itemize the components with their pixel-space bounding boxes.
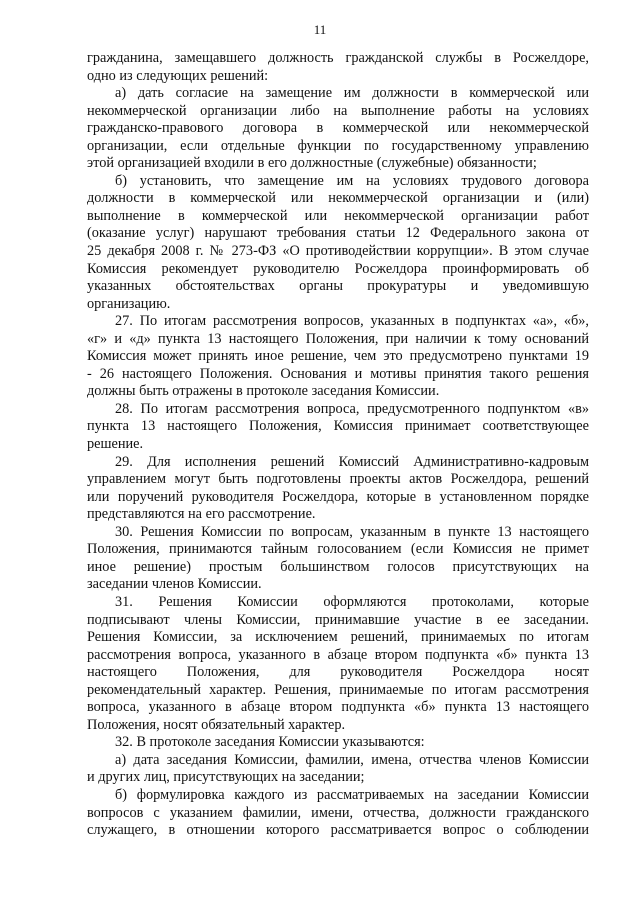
text-line: «г» и «д» пункта 13 настоящего Положения, при наличии к тому оснований [87,330,589,347]
text-line: одно из следующих решений: [87,67,269,84]
text-line: должны быть отражены в протоколе заседания Комиссии. [87,383,440,400]
text-line: Положения, принимаются тайным голосованием (если Комиссия не примет [87,541,589,558]
text-line: 27. По итогам рассмотрения вопросов, указанных в подпунктах «а», «б», [115,313,589,330]
text-line: 30. Решения Комиссии по вопросам, указанным в пункте 13 настоящего [115,523,589,540]
body-text [87,50,589,840]
text-line: некоммерческой организации либо на выполнение работы на условиях [87,102,589,119]
text-line: должности в коммерческой или некоммерческой организации и (или) [87,190,589,207]
text-line: вопроса, указанного в абзаце втором подпункта «б» пункта 13 настоящего [87,699,589,716]
text-line: гражданско-правового договора в коммерческой или некоммерческой [87,120,589,137]
text-line: Комиссия рекомендует руководителю Росжелдора проинформировать об [87,260,589,277]
text-line: 31. Решения Комиссии оформляются протоколами, которые [115,593,589,610]
text-line: служащего, в отношении которого рассматривается вопрос о соблюдении [87,822,589,839]
text-line: указанных обстоятельствах органы прокуратуры и уведомившую [87,278,589,295]
text-line: и других лиц, присутствующих на заседании; [87,769,365,786]
text-line: вопросов с указанием фамилии, имени, отчества, должности гражданского [87,804,589,821]
text-line: гражданина, замещавшего должность гражданской службы в Росжелдоре, [87,50,589,66]
text-line: 28. По итогам рассмотрения вопроса, предусмотренного подпунктом «в» [115,400,589,417]
page-number: 11 [313,22,327,37]
text-line: - 26 настоящего Положения. Основания и мотивы принятия такого решения [87,365,589,382]
text-line: представляются на его рассмотрение. [87,506,316,523]
text-line: организации, если отдельные функции по государственному управлению [87,137,589,154]
text-line: подписывают члены Комиссии, принимавшие участие в ее заседании. [87,611,589,628]
text-line: Положения, носят обязательный характер. [87,716,346,733]
text-line: (оказание услуг) нарушают требования статьи 12 Федерального закона от [87,225,589,242]
text-line: пункта 13 настоящего Положения, Комиссия принимает соответствующее [87,418,589,435]
text-line: этой организацией входили в его должностные (служебные) обязанности; [87,155,537,172]
text-line: иное решение) простым большинством голосов присутствующих на [87,558,589,575]
text-line: Решения Комиссии, за исключением решений, принимаемых по итогам [87,629,589,646]
text-line: рассмотрения вопроса, указанного в абзаце втором подпункта «б» пункта 13 [87,646,589,663]
text-line: 25 декабря 2008 г. № 273-ФЗ «О противодействии коррупции». В этом случае [87,243,589,260]
text-line: управлением могут быть подготовлены проекты актов Росжелдора, решений [87,471,589,488]
text-line: или поручений руководителя Росжелдора, которые в установленном порядке [87,488,589,505]
text-line: а) дать согласие на замещение им должности в коммерческой или [115,85,589,102]
text-line: организацию. [87,295,171,312]
text-line: заседании членов Комиссии. [87,576,262,593]
text-line: 32. В протоколе заседания Комиссии указываются: [115,734,425,751]
text-line: Комиссия может принять иное решение, чем это предусмотрено пунктами 19 [87,348,589,365]
text-line: рекомендательный характер. Решения, принимаемые по итогам рассмотрения [87,681,589,698]
text-line: настоящего Положения, для руководителя Росжелдора носят [87,664,589,681]
text-line: решение. [87,436,144,453]
text-line: б) установить, что замещение им на условиях трудового договора [115,172,589,189]
text-line: б) формулировка каждого из рассматриваемых на заседании Комиссии [115,786,589,803]
text-line: 29. Для исполнения решений Комиссий Административно-кадровым [115,453,589,470]
text-line: выполнение в коммерческой или некоммерческой организации работ [87,207,589,224]
text-line: а) дата заседания Комиссии, фамилии, имена, отчества членов Комиссии [115,751,589,768]
